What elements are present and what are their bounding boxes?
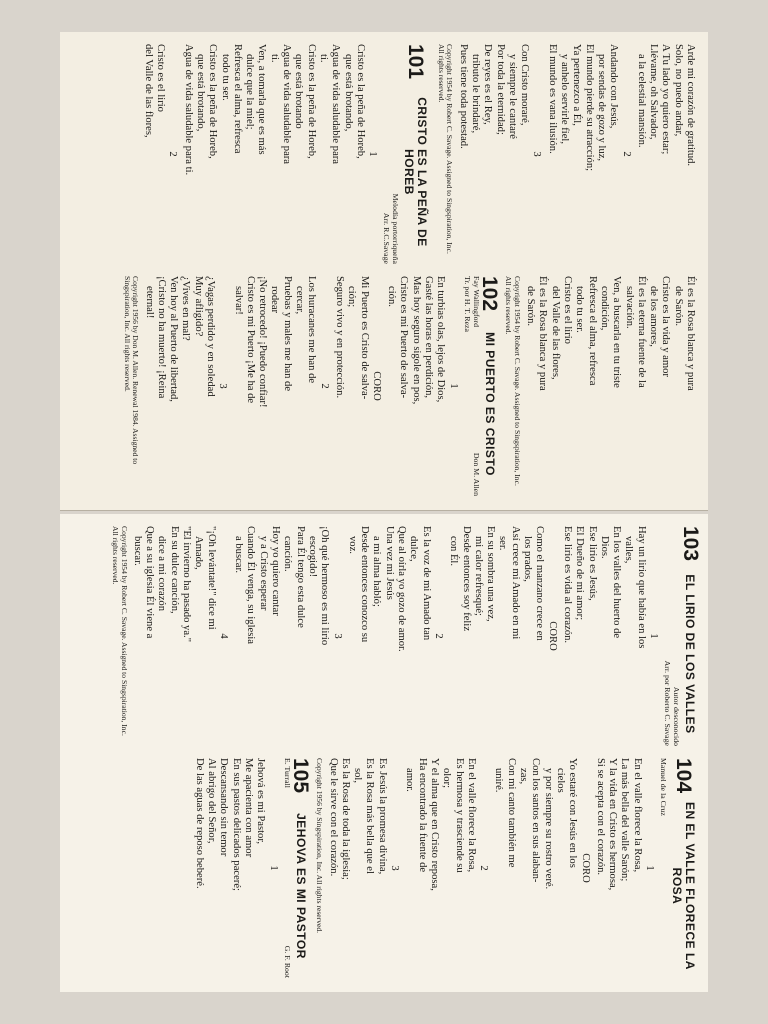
- lyric-line: zas,: [518, 768, 530, 785]
- lyric-line: y anhelo servirle fiel,: [559, 54, 571, 145]
- lyric-line: Ven, a tomarla que es más: [256, 44, 268, 155]
- lyric-line: salvación.: [623, 286, 635, 329]
- lyric-line: ¡No retrocedo! ¡Puedo confiar!: [257, 276, 269, 408]
- music-credit: G. F. Root: [282, 945, 292, 978]
- lyric-line: canción.: [282, 536, 294, 572]
- lyric-line: Descansando sin temor: [218, 758, 230, 857]
- verse-number: 2: [478, 865, 490, 871]
- lyric-line: salvar!: [232, 286, 244, 315]
- lyric-line: Que al oírla yo gozo de amor.: [396, 526, 408, 652]
- lyric-line: Andando con Jesús,: [608, 44, 620, 129]
- lyric-credit: E. Turrall: [282, 758, 292, 788]
- verse-number: 2: [620, 151, 632, 157]
- lyric-line: Cristo es el lirio: [155, 44, 167, 112]
- lyric-line: ¡Cristo no ha muerto! ¡Reina: [155, 276, 167, 399]
- lyric-line: dulce,: [408, 536, 420, 562]
- hymn-credits: [659, 758, 668, 978]
- verse-number: 4: [217, 633, 229, 639]
- lyric-line: dice a mi corazón: [156, 536, 168, 611]
- lyric-line: De las aguas de reposo beberé.: [193, 758, 205, 889]
- lyric-line: ti.: [317, 54, 329, 63]
- lyric-line: ¿Vives en mal?: [180, 276, 192, 341]
- hymn-title: CRISTO ES LA PEÑA DE HOREB: [402, 97, 430, 247]
- lyric-line: Desde entonces soy feliz: [460, 526, 472, 632]
- lyric-line: a la celestial mansión.: [635, 54, 647, 148]
- lyric-line: Ha encontrado la fuente de: [416, 758, 428, 873]
- lyric-line: Pruebas y males me han de: [281, 276, 293, 392]
- lyric-line: tributo le brindaré,: [469, 54, 481, 134]
- lyric-line: Amado,: [193, 536, 205, 570]
- hymn-number: 101: [404, 44, 428, 80]
- verse-number: 3: [331, 633, 343, 639]
- lyric-line: Hoy yo quiero cantar: [270, 526, 282, 616]
- verse-number: 1: [267, 865, 279, 871]
- lyric-line: Ya pertenezco a Él,: [571, 44, 583, 126]
- left-page: [60, 32, 708, 511]
- copyright-note: Copyright 1954 by Robert C. Savage. Assigned to Singspiration, Inc. All rights reserved.: [110, 526, 129, 736]
- lyric-line: Jehová es mi Pastor,: [255, 758, 267, 845]
- verse-number: 1: [367, 151, 379, 157]
- lyric-line: Muy afligido?: [192, 276, 204, 337]
- hymn-header-105: [289, 758, 313, 978]
- hymn-number: 105: [289, 758, 313, 794]
- right-page: [60, 514, 708, 992]
- lyric-line: a mi alma habló;: [371, 536, 383, 607]
- lyric-line: Cristo es mi Puerto de salva-: [398, 276, 410, 399]
- lyric-line: Refresca el alma, refresca: [231, 44, 243, 154]
- hymn-header-102: [478, 276, 502, 496]
- right-page-column-2: [72, 758, 696, 978]
- verse-lines: [131, 526, 659, 746]
- hymn-header-101: [402, 44, 428, 264]
- lyric-line: La más bella del valle Sarón;: [619, 758, 631, 882]
- lyric-line: Cuando Él venga, su iglesia: [245, 526, 257, 644]
- lyric-line: En su sombra una vez,: [485, 526, 497, 622]
- lyric-line: Con mi canto también me: [505, 758, 517, 868]
- lyric-line: que está brotando,: [195, 54, 207, 132]
- verse-number: 3: [531, 151, 543, 157]
- lyric-line: Es la Rosa de toda la iglesia;: [339, 758, 351, 880]
- lyric-line: uniré.: [493, 768, 505, 793]
- lyric-line: y siempre le cantaré: [506, 54, 518, 139]
- copyright-note: Copyright 1956 by Singspiration, Inc. All rights reserved.: [315, 758, 325, 934]
- verse-number: 1: [447, 383, 459, 389]
- lyric-line: ¡Oh qué hermoso es mi lirio: [319, 526, 331, 646]
- lyric-line: Ese lirio es vida al corazón.: [561, 526, 573, 644]
- verse-lines: [524, 276, 696, 496]
- lyric-line: El mundo pierde su atracción;: [583, 44, 595, 172]
- lyric-line: El Dueño de mi amor;: [574, 526, 586, 621]
- lyric-line: condición,: [598, 286, 610, 331]
- chorus-label: CORO: [370, 371, 382, 401]
- verse-number: 2: [432, 633, 444, 639]
- verse-number: 2: [167, 151, 179, 157]
- lyric-line: Es hermosa y trasciende su: [453, 758, 465, 873]
- copyright-note: Copyright 1954 by Robert C. Savage. Assigned to Singspiration, Inc. All rights reserved.: [504, 276, 522, 486]
- lyric-credit: Fay Wallingford Tr. por H. T. Reza: [462, 276, 481, 332]
- hymn-number: 102: [478, 276, 502, 312]
- hymn-title: JEHOVA ES MI PASTOR: [293, 813, 308, 959]
- lyric-line: Mas hoy seguro sigole en pos,: [410, 276, 422, 405]
- music-credit: Melodía portorriqueña Arr. R.C.Savage: [382, 193, 401, 264]
- lyric-line: Dios.: [598, 536, 610, 559]
- lyric-line: Una vez mi Jesús: [383, 526, 395, 600]
- hymn-header-103: [678, 526, 702, 746]
- music-credit: Don M. Allen: [471, 452, 481, 496]
- verse-number: 1: [644, 865, 655, 871]
- lyric-line: del Valle de las flores,: [142, 44, 154, 138]
- lyric-line: Si se acepta con el corazón.: [594, 758, 606, 876]
- lyric-line: ción.: [386, 286, 398, 307]
- verse-number: 3: [389, 865, 401, 871]
- lyric-line: Cristo es la peña de Horeb,: [354, 44, 366, 159]
- lyric-line: Solo, no puedo andar,: [672, 44, 684, 137]
- lyric-line: "¡Oh levántate!" dice mi: [205, 526, 217, 630]
- lyric-line: ción;: [346, 286, 358, 308]
- lyric-line: cielos: [554, 768, 566, 793]
- lyric-line: "El invierno ha pasado ya.": [181, 526, 193, 643]
- lyric-line: dulce que la miel;: [244, 54, 256, 130]
- lyric-line: Llévame, oh Salvador,: [648, 44, 660, 140]
- verse-lines: [456, 44, 696, 264]
- lyric-line: que está brotando: [293, 54, 305, 129]
- hymn-header-104: [670, 758, 696, 978]
- chorus-label: CORO: [579, 853, 591, 883]
- hymn-title: EN EL VALLE FLORECE LA ROSA: [670, 802, 697, 970]
- lyric-line: a buscar.: [233, 536, 245, 574]
- lyric-line: Arde mi corazón de gratitud.: [685, 44, 696, 167]
- lyric-line: Es Jesús la promesa divina,: [376, 758, 388, 875]
- lyric-line: sol,: [352, 768, 364, 784]
- verse-lines: [193, 758, 279, 978]
- lyric-line: A Tu lado yo quiero estar;: [660, 44, 672, 155]
- hymn-credits: [463, 276, 481, 496]
- lyric-line: escogido!: [306, 536, 318, 578]
- lyric-line: Como el manzano crece en: [534, 526, 546, 641]
- lyric-line: Es la voz de mi Amado tan: [420, 526, 432, 641]
- lyric-line: amor.: [404, 768, 416, 792]
- lyric-line: Hay un lirio que había en los: [635, 526, 647, 649]
- lyric-line: Es la Rosa más bella que el: [364, 758, 376, 874]
- lyric-line: Cristo es mi Puerto ¡Me ha de: [244, 276, 256, 404]
- lyric-line: Seguro vivo y en protección.: [333, 276, 345, 399]
- hymn-credits: [382, 44, 400, 264]
- lyric-line: de Sarón.: [672, 286, 684, 327]
- lyric-line: En los valles del huerto de: [611, 526, 623, 639]
- lyric-line: mi calor refresqué;: [472, 536, 484, 617]
- lyric-line: Con Cristo moraré,: [519, 44, 531, 126]
- open-hymnal: [60, 32, 708, 992]
- copyright-note: Copyright 1954 by Robert C. Savage. Assigned to Singspiration, Inc. All rights reserved.: [436, 44, 455, 254]
- lyric-line: Así crece mi Amado en mi: [509, 526, 521, 640]
- lyric-line: El mundo es vana ilusión.: [546, 44, 558, 154]
- lyric-line: Agua de vida saludable para: [330, 44, 342, 165]
- lyric-line: Que le sirve con el corazón.: [327, 758, 339, 877]
- lyric-line: Cristo es la vida y amor: [660, 276, 672, 377]
- verse-lines: [326, 758, 655, 978]
- lyric-line: cercar,: [294, 286, 306, 315]
- verse-number: 2: [318, 383, 330, 389]
- lyric-line: ¿Vagas perdido y en soledad: [205, 276, 217, 397]
- lyric-line: Él es la Rosa blanca y pura: [537, 276, 549, 391]
- lyric-line: buscar.: [131, 536, 143, 566]
- lyric-line: Agua de vida saludable para ti.: [182, 44, 194, 176]
- lyric-line: Me apacienta con amor: [243, 758, 255, 858]
- lyric-line: Agua de vida saludable para: [281, 44, 293, 165]
- chorus-label: CORO: [546, 621, 558, 651]
- lyric-line: los prados,: [522, 536, 534, 582]
- lyric-line: por sendas de gozo y luz,: [595, 54, 607, 162]
- lyric-line: Mi Puerto es Cristo de salva-: [358, 276, 370, 400]
- lyric-line: voz.: [346, 536, 358, 554]
- lyric-line: rodear: [269, 286, 281, 314]
- hymn-title: MI PUERTO ES CRISTO: [482, 332, 497, 476]
- lyric-line: Para Él tengo esta dulce: [294, 526, 306, 628]
- lyric-line: En su dulce canción,: [168, 526, 180, 614]
- lyric-line: todo tu ser.: [574, 286, 586, 333]
- lyric-line: Ven, a buscarla en tu triste: [611, 276, 623, 388]
- verse-lines: [142, 276, 458, 496]
- lyric-line: Con los santos en sus alaban-: [530, 758, 542, 883]
- lyric-line: Gasté las horas en perdición,: [423, 276, 435, 399]
- lyric-credit: Manuel de la Cruz: [659, 758, 668, 816]
- music-credit: Autor desconocido Arr. por Roberto C. Savage: [663, 660, 681, 746]
- lyric-line: y a Cristo esperar: [257, 536, 269, 611]
- left-page-column-2: [72, 276, 696, 496]
- lyric-line: del Valle de las flores,: [549, 286, 561, 380]
- lyric-line: de Sarón.: [525, 286, 537, 327]
- lyric-line: Que a su iglesia Él viene a: [144, 526, 156, 639]
- lyric-line: de los amores,: [648, 286, 660, 347]
- lyric-line: ti.: [268, 54, 280, 63]
- lyric-line: En el valle florece la Rosa,: [631, 758, 643, 873]
- lyric-line: Yo estaré con Jesús en los: [567, 758, 579, 868]
- lyric-line: Él es la Rosa blanca y pura: [685, 276, 696, 391]
- lyric-line: olor;: [441, 768, 453, 789]
- lyric-line: Ven hoy al Puerto de libertad,: [168, 276, 180, 402]
- lyric-line: ser.: [497, 536, 509, 551]
- lyric-line: que está brotando,: [342, 54, 354, 132]
- lyric-line: Al abrigo del Señor,: [206, 758, 218, 844]
- lyric-line: Cristo es la peña de Horeb,: [207, 44, 219, 159]
- lyric-line: eternal!: [143, 286, 155, 319]
- lyric-line: En sus pastos delicados paceré;: [230, 758, 242, 891]
- lyric-line: Cristo es el lirio: [562, 276, 574, 344]
- lyric-line: Él es la eterna fuente de la: [635, 276, 647, 388]
- hymn-number: 104: [672, 758, 696, 794]
- lyric-line: Refresca el alma, refresca: [586, 276, 598, 386]
- lyric-line: Ese lirio es Jesús,: [586, 526, 598, 601]
- lyric-line: valles,: [623, 536, 635, 564]
- lyric-line: todo tu ser.: [219, 54, 231, 101]
- lyric-line: En el valle florece la Rosa,: [465, 758, 477, 873]
- lyric-line: Los huracanes me han de: [306, 276, 318, 384]
- lyric-line: Y el alma que en Cristo reposa,: [428, 758, 440, 891]
- lyric-line: Por toda la eternidad;: [494, 44, 506, 135]
- lyric-line: con Él.: [448, 536, 460, 567]
- lyric-line: Desde entonces conozco su: [359, 526, 371, 643]
- verse-number: 3: [217, 383, 229, 389]
- lyric-line: De reyes es el Rey,: [482, 44, 494, 125]
- verse-lines: [142, 44, 379, 264]
- right-page-column-1: [72, 526, 702, 746]
- lyric-line: Cristo es la peña de Horeb,: [305, 44, 317, 159]
- copyright-note: Copyright 1956 by Don M. Allen. Renewal 1984. Assigned to Singspiration, Inc. All rights reserved.: [122, 276, 141, 465]
- lyric-line: Y la vida en Cristo es hermosa,: [607, 758, 619, 891]
- lyric-line: y por siempre su rostro veré.: [542, 768, 554, 890]
- verse-number: 1: [648, 633, 659, 639]
- hymn-title: EL LIRIO DE LOS VALLES: [683, 574, 697, 734]
- left-page-column-1: [72, 44, 696, 264]
- lyric-line: Pues tiene toda potestad.: [457, 44, 469, 149]
- hymn-number: 103: [678, 526, 702, 562]
- lyric-line: En turbias olas, lejos de Dios,: [435, 276, 447, 403]
